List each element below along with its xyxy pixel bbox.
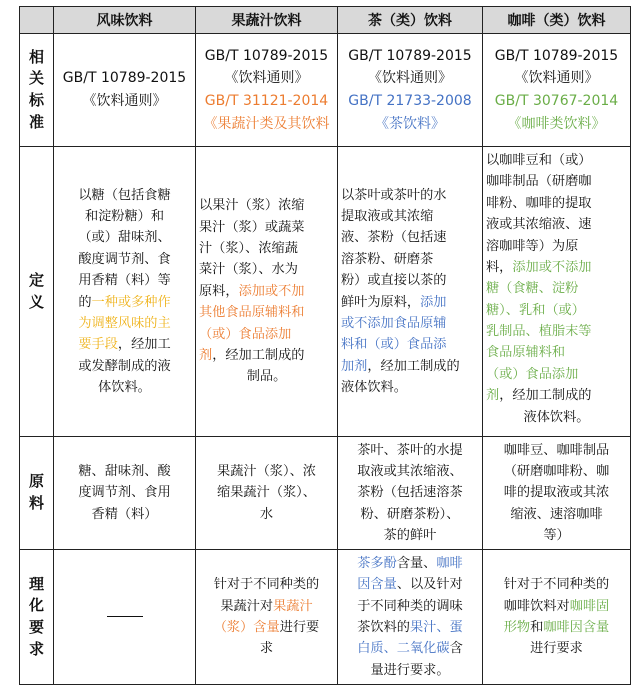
materials-juice: 果蔬汁（浆）、浓 缩果蔬汁（浆）、 水 (196, 437, 338, 550)
header-flavor: 风味饮料 (54, 7, 196, 34)
physchem-row (20, 550, 631, 685)
header-row (20, 7, 631, 34)
beverage-comparison-table (19, 6, 631, 685)
definition-row (20, 147, 631, 437)
materials-coffee: 咖啡豆、咖啡制品 （研磨咖啡粉、咖 啡的提取液或其浓 缩液、速溶咖啡 等） (483, 437, 631, 550)
row-label-standard: 相 关 标 准 (20, 34, 54, 147)
header-coffee: 咖啡（类）饮料 (483, 7, 631, 34)
standard-juice: GB/T 10789-2015 《饮料通则》 GB/T 31121-2014 《果蔬汁类及其饮料 (196, 34, 338, 147)
header-corner (20, 7, 54, 34)
materials-flavor: 糖、甜味剂、酸 度调节剂、食用 香精（料） (54, 437, 196, 550)
cropped-footer-text (19, 674, 630, 691)
physchem-flavor (54, 550, 196, 685)
row-label-physchem: 理 化 要 求 (20, 550, 54, 685)
physchem-juice: 针对于不同种类的 果蔬汁对果蔬汁 （浆）含量进行要 求 (196, 550, 338, 685)
standard-row (20, 34, 631, 147)
materials-row (20, 437, 631, 550)
header-tea: 茶（类）饮料 (338, 7, 483, 34)
definition-tea: 以茶叶或茶叶的水 提取液或其浓缩 液、茶粉（包括速 溶茶粉、研磨茶 粉）或直接以茶的 鲜叶为原料，添加 或不添加食品原辅 料和（或）食品添 加剂，经加工制成的 液体饮料。 (338, 147, 483, 437)
definition-juice: 以果汁（浆）浓缩 果汁（浆）或蔬菜 汁（浆）、浓缩蔬 菜汁（浆）、水为 原料，添加或不加 其他食品原辅料和 （或）食品添加 剂，经加工制成的 制品。 (196, 147, 338, 437)
materials-tea: 茶叶、茶叶的水提 取液或其浓缩液、 茶粉（包括速溶茶 粉、研磨茶粉）、 茶的鲜叶 (338, 437, 483, 550)
standard-flavor: GB/T 10789-2015 《饮料通则》 (54, 34, 196, 147)
standard-tea: GB/T 10789-2015 《饮料通则》 GB/T 21733-2008 《茶饮料》 (338, 34, 483, 147)
definition-coffee: 以咖啡豆和（或） 咖啡制品（研磨咖 啡粉、咖啡的提取 液或其浓缩液、速 溶咖啡等）为原 料，添加或不添加 糖（食糖、淀粉 糖）、乳和（或） 乳制品、植脂末等 食品原辅料和 （或）食品添加 剂，经加工制成的 液体饮料。 (483, 147, 631, 437)
definition-flavor: 以糖（包括食糖 和淀粉糖）和 （或）甜味剂、 酸度调节剂、食 用香精（料）等 的一种或多种作 为调整风味的主 要手段，经加工 或发酵制成的液 体饮料。 (54, 147, 196, 437)
standard-coffee: GB/T 10789-2015 《饮料通则》 GB/T 30767-2014 《咖啡类饮料》 (483, 34, 631, 147)
empty-dash (107, 616, 143, 617)
header-juice: 果蔬汁饮料 (196, 7, 338, 34)
physchem-tea: 茶多酚含量、咖啡 因含量、以及针对 于不同种类的调味 茶饮料的果汁、蛋 白质、二氧化碳含 量进行要求。 (338, 550, 483, 685)
physchem-coffee: 针对于不同种类的 咖啡饮料对咖啡固 形物和咖啡因含量 进行要求 (483, 550, 631, 685)
row-label-definition: 定 义 (20, 147, 54, 437)
row-label-materials: 原 料 (20, 437, 54, 550)
